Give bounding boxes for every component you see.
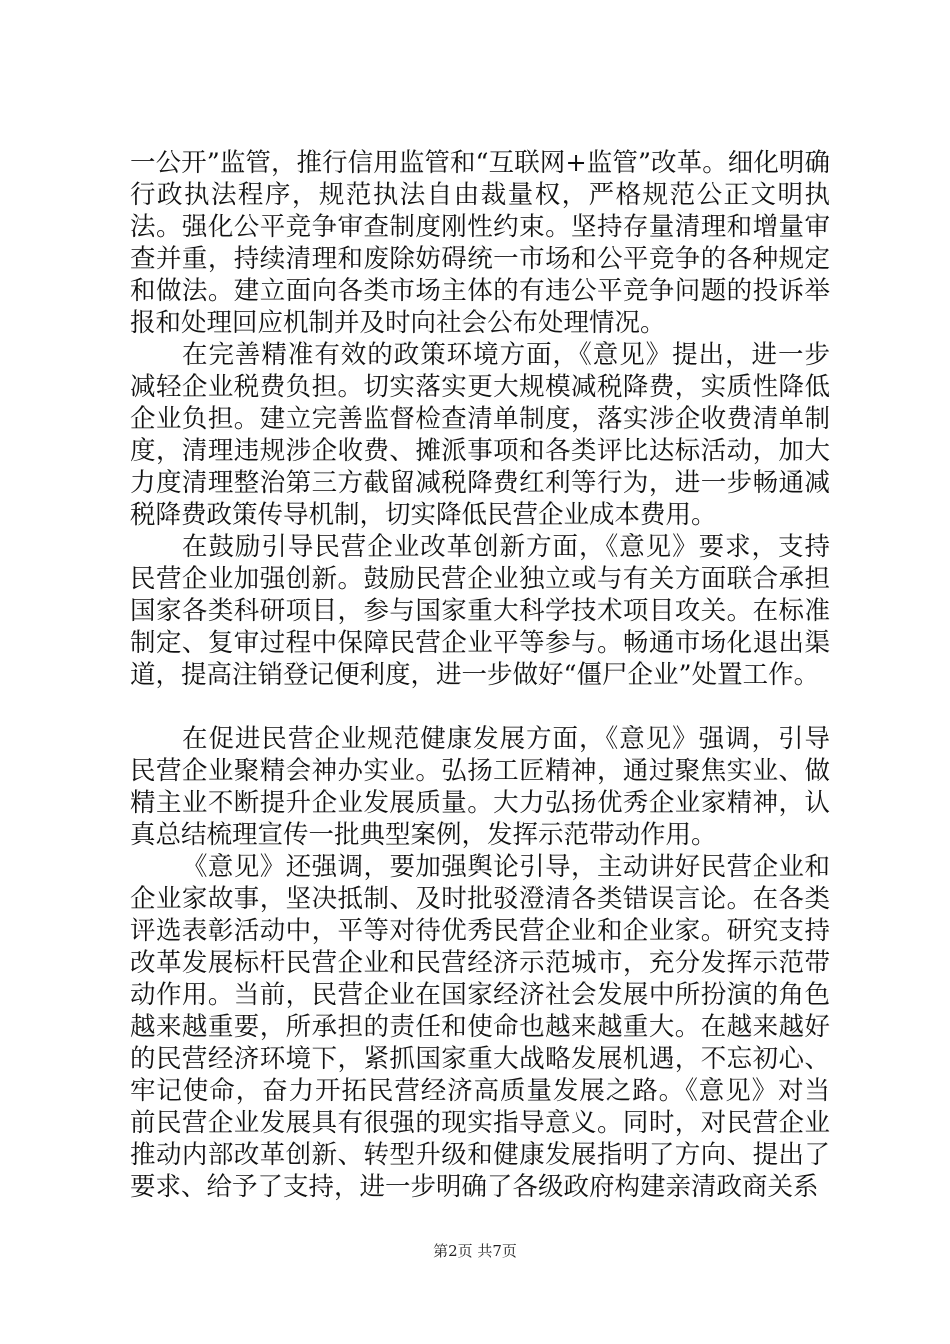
paragraph-healthy-development: 在促进民营企业规范健康发展方面，《意见》强调，引导民营企业聚精会神办实业。弘扬工匠精神，通过聚焦实业、做精主业不断提升企业发展质量。大力弘扬优秀企业家精神，认真总结梳理宣传一批典型案例，发挥示范带动作用。 (130, 724, 830, 850)
paragraph-opinion-emphasis: 《意见》还强调，要加强舆论引导，主动讲好民营企业和企业家故事，坚决抵制、及时批驳澄清各类错误言论。在各类评选表彰活动中，平等对待优秀民营企业和企业家。研究支持改革发展标杆民营企业和民营经济示范城市，充分发挥示范带动作用。当前，民营企业在国家经济社会发展中所扮演的角色越来越重要，所承担的责任和使命也越来越重大。在越来越好的民营经济环境下，紧抓国家重大战略发展机遇，不忘初心、牢记使命，奋力开拓民营经济高质量发展之路。《意见》对当前民营企业发展具有很强的现实指导意义。同时，对民营企业推动内部改革创新、转型升级和健康发展指明了方向、提出了要求、给予了支持，进一步明确了各级政府构建亲清政商关系 (130, 852, 830, 1202)
paragraph-gap (130, 691, 830, 723)
document-body (130, 147, 830, 1203)
paragraph-policy-environment: 在完善精准有效的政策环境方面，《意见》提出，进一步减轻企业税费负担。切实落实更大规模减税降费，实质性降低企业负担。建立完善监督检查清单制度，落实涉企收费清单制度，清理违规涉企收费、摊派事项和各类评比达标活动，加大力度清理整治第三方截留减税降费红利等行为，进一步畅通减税降费政策传导机制，切实降低民营企业成本费用。 (130, 340, 830, 530)
paragraph-continued: 一公开”监管，推行信用监管和“互联网+监管”改革。细化明确行政执法程序，规范执法自由裁量权，严格规范公正文明执法。强化公平竞争审查制度刚性约束。坚持存量清理和增量审查并重，持续清理和废除妨碍统一市场和公平竞争的各种规定和做法。建立面向各类市场主体的有违公平竞争问题的投诉举报和处理回应机制并及时向社会公布处理情况。 (130, 148, 830, 338)
page-number: 第2页 共7页 (433, 1242, 517, 1260)
paragraph-reform-innovation: 在鼓励引导民营企业改革创新方面，《意见》要求，支持民营企业加强创新。鼓励民营企业独立或与有关方面联合承担国家各类科研项目，参与国家重大科学技术项目攻关。在标准制定、复审过程中保障民营企业平等参与。畅通市场化退出渠道，提高注销登记便利度，进一步做好“僵尸企业”处置工作。 (130, 532, 830, 690)
